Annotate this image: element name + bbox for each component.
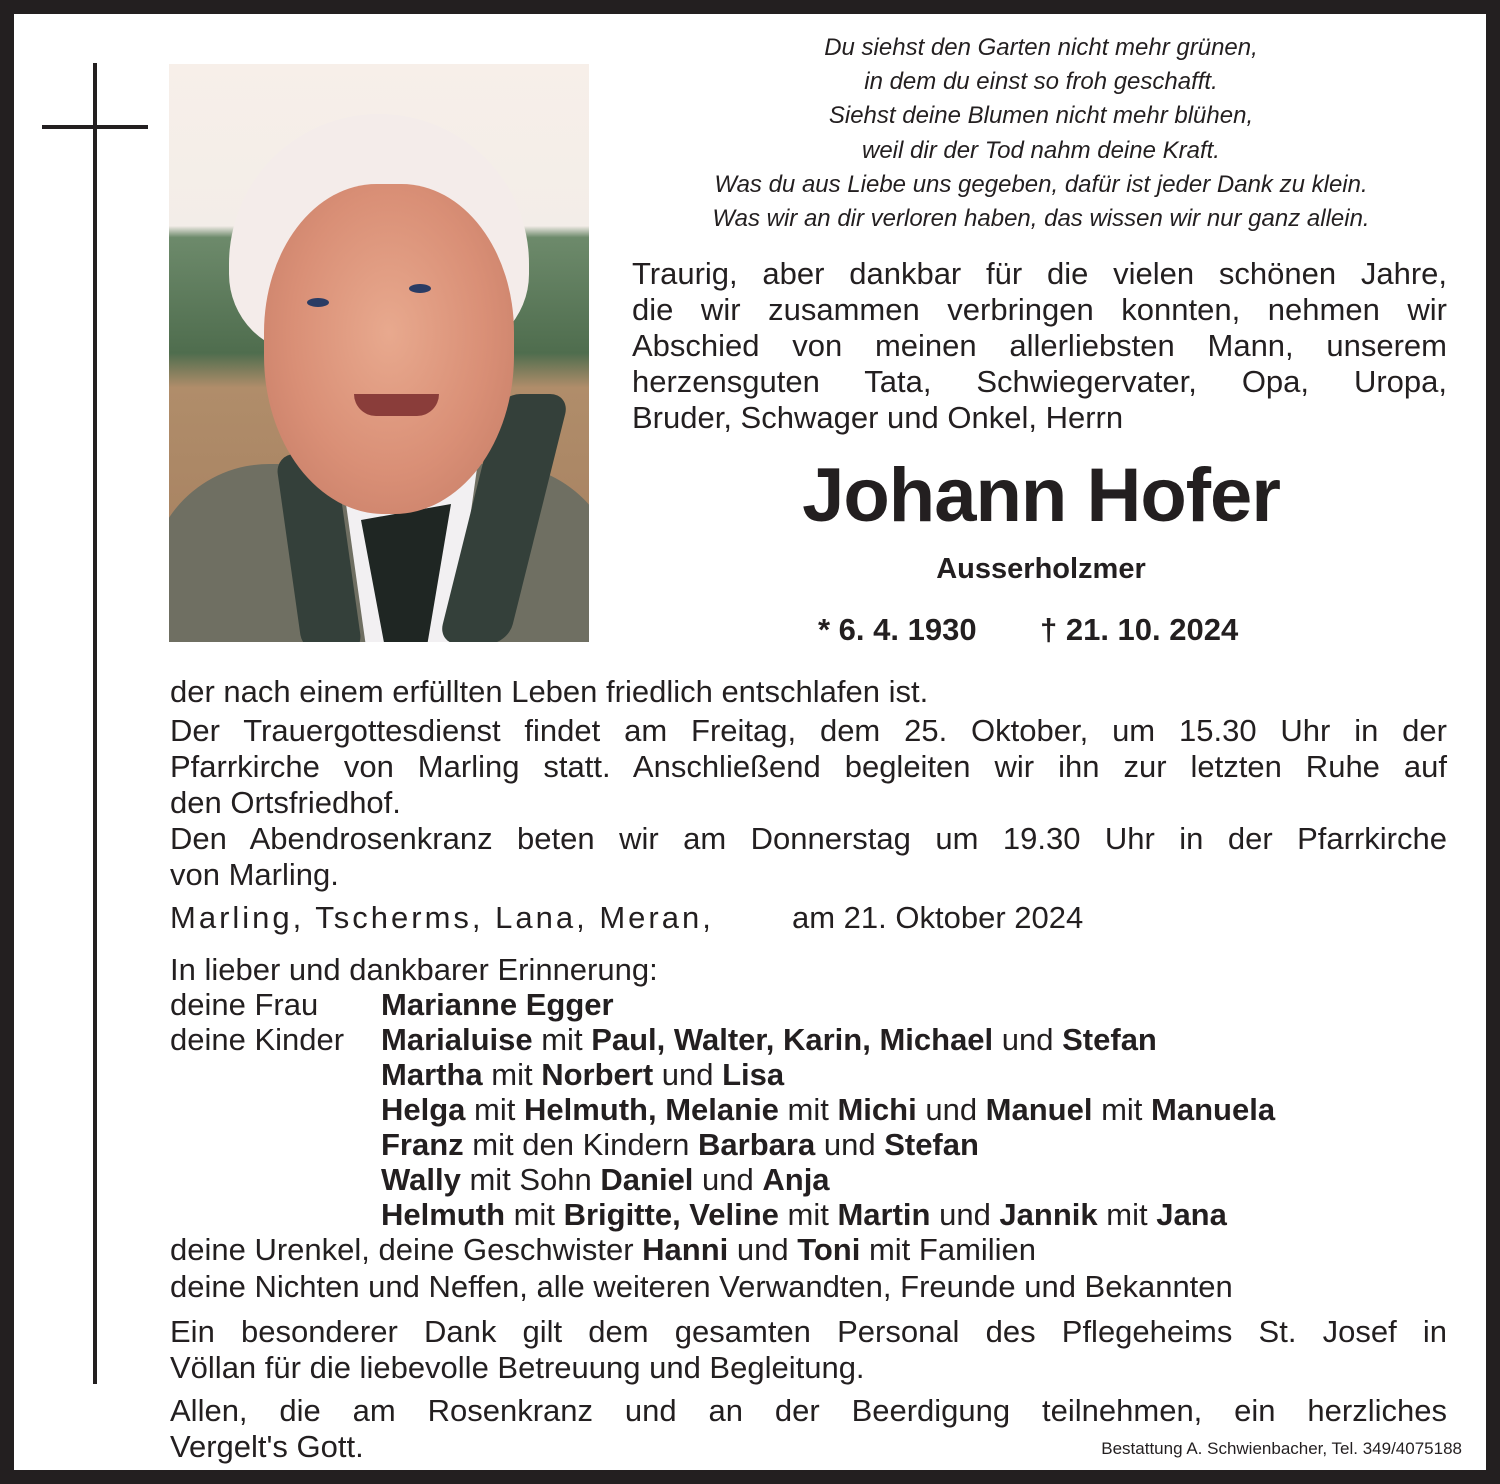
cross-icon bbox=[93, 63, 97, 1384]
thanks-line: Ein besonderer Dank gilt dem gesamten Personal des Pflegeheims St. Josef in bbox=[170, 1314, 1447, 1349]
others-line: deine Nichten und Neffen, alle weiteren Verwandten, Freunde und Bekannten bbox=[170, 1269, 1233, 1304]
mourner-name: Lisa bbox=[722, 1057, 785, 1092]
connector-text: und bbox=[728, 1232, 798, 1267]
connector-text: deine Urenkel, deine Geschwister bbox=[170, 1232, 643, 1267]
mourner-name: Toni bbox=[797, 1232, 861, 1267]
mourner-name: Norbert bbox=[541, 1057, 654, 1092]
connector-text: mit bbox=[778, 1092, 838, 1127]
intro-line: die wir zusammen verbringen konnten, nehmen wir bbox=[632, 292, 1447, 327]
place-list: Marling, Tscherms, Lana, Meran, bbox=[170, 900, 714, 935]
poem-line: in dem du einst so froh geschafft. bbox=[864, 68, 1218, 95]
mourner-name: Hanni bbox=[642, 1232, 729, 1267]
mourner-name: Michi bbox=[837, 1092, 917, 1127]
announcement-date: am 21. Oktober 2024 bbox=[792, 900, 1084, 935]
connector-text: mit Familien bbox=[860, 1232, 1037, 1267]
connector-text: mit bbox=[532, 1022, 592, 1057]
connector-text: mit bbox=[1092, 1092, 1152, 1127]
mourner-name: Helmuth bbox=[381, 1197, 505, 1232]
photo-eye-left bbox=[307, 298, 329, 307]
poem-line: Was du aus Liebe uns gegeben, dafür ist jeder Dank zu klein. bbox=[714, 171, 1368, 198]
poem-line: Du siehst den Garten nicht mehr grünen, bbox=[824, 34, 1258, 61]
poem-line: weil dir der Tod nahm deine Kraft. bbox=[862, 137, 1220, 164]
intro-line: Bruder, Schwager und Onkel, Herrn bbox=[632, 400, 1124, 435]
connector-text: mit den Kindern bbox=[463, 1127, 699, 1162]
announcement-line: Der Trauergottesdienst findet am Freitag, dem 25. Oktober, um 15.30 Uhr in der bbox=[170, 713, 1447, 748]
connector-text: und bbox=[930, 1197, 1000, 1232]
others-line bbox=[170, 1232, 1036, 1268]
mourner-name: Helga bbox=[381, 1092, 466, 1127]
mourner-name: Manuel bbox=[985, 1092, 1093, 1127]
farm-name: Ausserholzmer bbox=[936, 553, 1146, 585]
mourner-name: Jannik bbox=[999, 1197, 1098, 1232]
birth-date: * 6. 4. 1930 bbox=[818, 612, 977, 647]
photo-mouth bbox=[354, 394, 439, 416]
connector-text: und bbox=[815, 1127, 885, 1162]
mourner-name: Stefan bbox=[1062, 1022, 1157, 1057]
mourners-heading: In lieber und dankbarer Erinnerung: bbox=[170, 952, 658, 987]
connector-text: und bbox=[993, 1022, 1063, 1057]
connector-text: mit bbox=[465, 1092, 524, 1127]
intro-line: herzensguten Tata, Schwiegervater, Opa, Uropa, bbox=[632, 364, 1447, 399]
announcement-line: den Ortsfriedhof. bbox=[170, 785, 401, 820]
announcement-line: der nach einem erfüllten Leben friedlich entschlafen ist. bbox=[170, 674, 929, 709]
mourner-name: Barbara bbox=[698, 1127, 816, 1162]
connector-text: mit bbox=[482, 1057, 542, 1092]
connector-text: mit bbox=[778, 1197, 838, 1232]
mourner-name: Wally bbox=[381, 1162, 461, 1197]
connector-text: mit Sohn bbox=[460, 1162, 601, 1197]
children-line bbox=[381, 1092, 1275, 1128]
mourner-name: Franz bbox=[381, 1127, 464, 1162]
children-line bbox=[381, 1057, 784, 1093]
mourner-name: Marialuise bbox=[381, 1022, 533, 1057]
photo-face bbox=[264, 184, 514, 514]
death-date: † 21. 10. 2024 bbox=[1040, 612, 1239, 647]
mourner-name: Stefan bbox=[884, 1127, 979, 1162]
undertaker-credit: Bestattung A. Schwienbacher, Tel. 349/4075188 bbox=[1101, 1439, 1462, 1458]
mourner-name: Manuela bbox=[1151, 1092, 1276, 1127]
announcement-line: Pfarrkirche von Marling statt. Anschließend begleiten wir ihn zur letzten Ruhe auf bbox=[170, 749, 1447, 784]
mourner-name: Brigitte, Veline bbox=[563, 1197, 779, 1232]
connector-text: und bbox=[916, 1092, 986, 1127]
children-line bbox=[381, 1022, 1157, 1058]
photo-eye-right bbox=[409, 284, 431, 293]
cross-icon-bar bbox=[42, 125, 148, 129]
thanks-line: Völlan für die liebevolle Betreuung und Begleitung. bbox=[170, 1350, 865, 1385]
mourner-name: Jana bbox=[1156, 1197, 1227, 1232]
mourner-name: Paul, Walter, Karin, Michael bbox=[591, 1022, 994, 1057]
deceased-name: Johann Hofer bbox=[802, 453, 1280, 538]
announcement-line: von Marling. bbox=[170, 857, 339, 892]
portrait-photo bbox=[169, 64, 589, 642]
intro-line: Abschied von meinen allerliebsten Mann, unserem bbox=[632, 328, 1447, 363]
children-line bbox=[381, 1197, 1227, 1233]
children-line bbox=[381, 1162, 830, 1198]
mourner-name: Anja bbox=[762, 1162, 830, 1197]
wife-name: Marianne Egger bbox=[381, 987, 614, 1022]
wife-label: deine Frau bbox=[170, 987, 319, 1022]
mourner-name: Martha bbox=[381, 1057, 483, 1092]
thanks-line: Vergelt's Gott. bbox=[170, 1429, 364, 1464]
connector-text: und bbox=[653, 1057, 723, 1092]
intro-line: Traurig, aber dankbar für die vielen schönen Jahre, bbox=[632, 256, 1447, 291]
mourner-name: Martin bbox=[837, 1197, 931, 1232]
poem-line: Was wir an dir verloren haben, das wissen wir nur ganz allein. bbox=[712, 205, 1370, 232]
connector-text: mit bbox=[1097, 1197, 1157, 1232]
poem-line: Siehst deine Blumen nicht mehr blühen, bbox=[828, 102, 1254, 129]
children-line bbox=[381, 1127, 979, 1163]
thanks-line: Allen, die am Rosenkranz und an der Beerdigung teilnehmen, ein herzliches bbox=[170, 1393, 1447, 1428]
connector-text: mit bbox=[505, 1197, 564, 1232]
announcement-line: Den Abendrosenkranz beten wir am Donnerstag um 19.30 Uhr in der Pfarrkirche bbox=[170, 821, 1447, 856]
children-label: deine Kinder bbox=[170, 1022, 345, 1057]
mourner-name: Daniel bbox=[600, 1162, 694, 1197]
mourner-name: Helmuth, Melanie bbox=[523, 1092, 779, 1127]
connector-text: und bbox=[693, 1162, 763, 1197]
